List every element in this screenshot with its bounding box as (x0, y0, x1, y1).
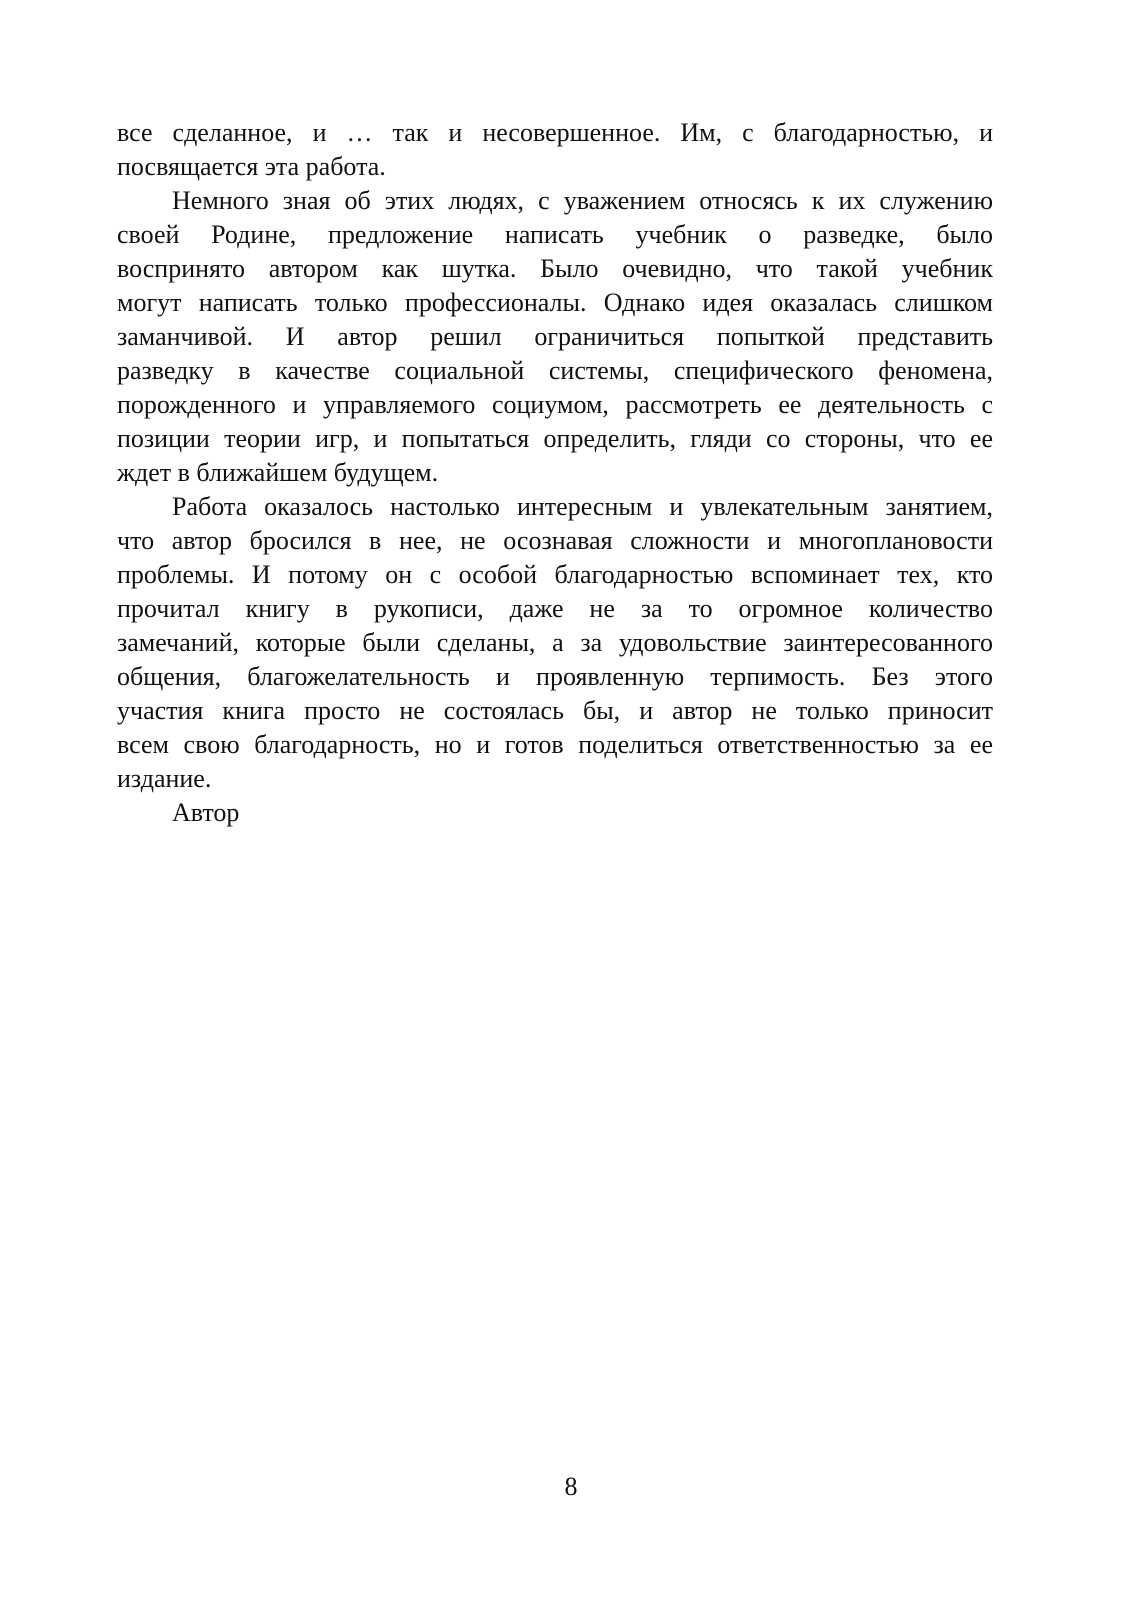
text-line: общения, благожелательность и проявленную терпимость. Без этого (117, 662, 993, 691)
text-line: прочитал книгу в рукописи, даже не за то огромное количество (117, 594, 993, 623)
text-line: Автор (172, 798, 240, 827)
text-line: своей Родине, предложение написать учебник о разведке, было (117, 220, 993, 249)
text-line: участия книга просто не состоялась бы, и автор не только приносит (117, 696, 993, 725)
text-line: что автор бросился в нее, не осознавая сложности и многоплановости (117, 526, 993, 555)
text-line: Немного зная об этих людях, с уважением относясь к их служению (172, 186, 993, 215)
paragraph (117, 184, 993, 490)
text-line: порожденного и управляемого социумом, рассмотреть ее деятельность с (117, 390, 993, 419)
page-body-text (117, 116, 993, 830)
text-line: могут написать только профессионалы. Однако идея оказалась слишком (117, 288, 993, 317)
text-line: ждет в ближайшем будущем. (117, 458, 439, 487)
text-line: посвящается эта работа. (117, 152, 386, 181)
text-line: проблемы. И потому он с особой благодарностью вспоминает тех, кто (117, 560, 993, 589)
text-line: всем свою благодарность, но и готов поделиться ответственностью за ее (117, 730, 993, 759)
paragraph (117, 116, 993, 184)
paragraph (117, 490, 993, 796)
text-line: издание. (117, 764, 212, 793)
text-line: разведку в качестве социальной системы, специфического феномена, (117, 356, 993, 385)
text-line: все сделанное, и … так и несовершенное. Им, с благодарностью, и (117, 118, 993, 147)
page-number: 8 (564, 1472, 578, 1501)
text-line: позиции теории игр, и попытаться определить, гляди со стороны, что ее (117, 424, 993, 453)
text-line: Работа оказалось настолько интересным и увлекательным занятием, (172, 492, 993, 521)
text-line: воспринято автором как шутка. Было очевидно, что такой учебник (117, 254, 993, 283)
text-line: замечаний, которые были сделаны, а за удовольствие заинтересованного (117, 628, 993, 657)
paragraph (117, 796, 993, 830)
text-line: заманчивой. И автор решил ограничиться попыткой представить (117, 322, 993, 351)
